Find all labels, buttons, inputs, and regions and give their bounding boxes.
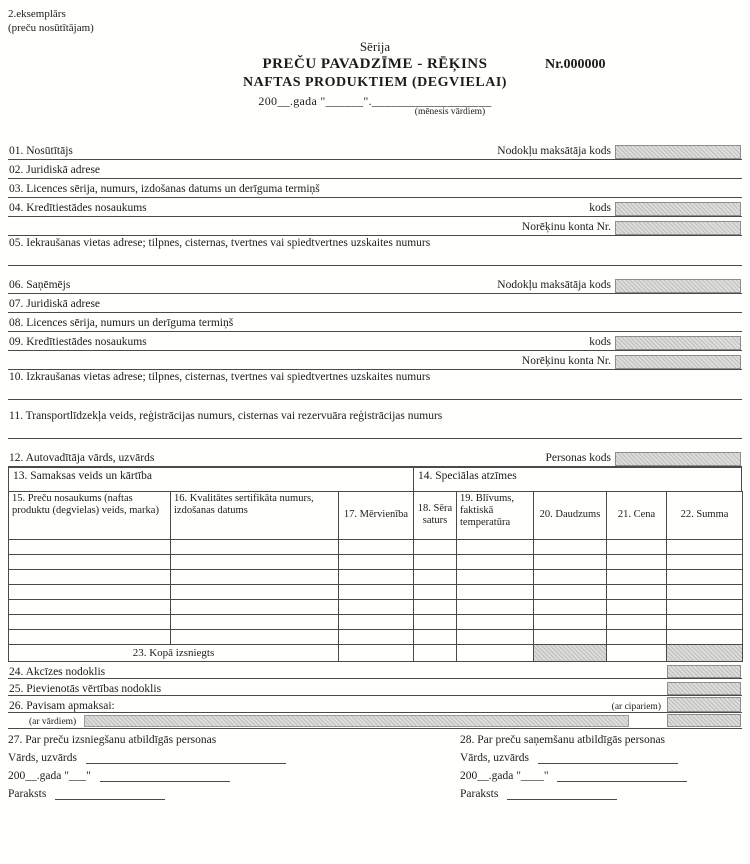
amount-in-words-field[interactable] bbox=[84, 715, 629, 727]
field-04-bank bbox=[8, 198, 742, 217]
issuer-signature-block bbox=[8, 734, 460, 800]
goods-cell[interactable] bbox=[414, 599, 457, 614]
recipient-title: 28. Par preču saņemšanu atbildīgās personas bbox=[460, 733, 666, 746]
goods-cell[interactable] bbox=[607, 584, 667, 599]
goods-cell[interactable] bbox=[171, 614, 339, 629]
goods-empty-row bbox=[9, 599, 743, 614]
field-04-label: 04. Kredītiestādes nosaukums bbox=[9, 201, 147, 214]
field-10-label: 10. Izkraušanas vietas adrese; tilpnes, cisternas, tvertnes vai spiedtvertnes uzskaites numurs bbox=[9, 370, 431, 383]
goods-cell[interactable] bbox=[414, 554, 457, 569]
field-03-licence bbox=[8, 179, 742, 198]
month-in-words-hint: (mēnesis vārdiem) bbox=[414, 106, 486, 117]
recipient-signature-label: Paraksts bbox=[460, 787, 499, 800]
field-13-payment-terms[interactable]: 13. Samaksas veids un kārtība bbox=[9, 468, 414, 491]
recipient-date-blank[interactable] bbox=[557, 770, 687, 782]
receiver-account-number-box[interactable] bbox=[615, 355, 741, 369]
goods-cell[interactable] bbox=[667, 569, 743, 584]
goods-cell[interactable] bbox=[607, 599, 667, 614]
goods-cell[interactable] bbox=[667, 599, 743, 614]
goods-cell[interactable] bbox=[9, 554, 171, 569]
recipient-date-label: 200__.gada "____" bbox=[460, 769, 549, 782]
goods-cell[interactable] bbox=[534, 539, 607, 554]
field-09b-account bbox=[8, 351, 742, 370]
col-20-quantity: 20. Daudzums bbox=[534, 491, 607, 539]
goods-cell[interactable] bbox=[534, 629, 607, 644]
goods-cell[interactable] bbox=[339, 554, 414, 569]
issuer-name-blank[interactable] bbox=[86, 752, 286, 764]
goods-cell[interactable] bbox=[9, 569, 171, 584]
field-26-label: 26. Pavisam apmaksai: bbox=[9, 699, 115, 712]
goods-cell[interactable] bbox=[534, 614, 607, 629]
issuer-signature-blank[interactable] bbox=[55, 788, 165, 800]
sender-taxpayer-code-box[interactable] bbox=[615, 145, 741, 159]
total-cell-sulphur[interactable] bbox=[414, 644, 457, 661]
col-22-sum: 22. Summa bbox=[667, 491, 743, 539]
goods-cell[interactable] bbox=[414, 569, 457, 584]
goods-cell[interactable] bbox=[339, 539, 414, 554]
goods-table bbox=[8, 491, 743, 662]
goods-cell[interactable] bbox=[457, 539, 534, 554]
goods-empty-row bbox=[9, 584, 743, 599]
total-cell-unit[interactable] bbox=[339, 644, 414, 661]
title-row bbox=[8, 56, 742, 73]
field-25-label: 25. Pievienotās vērtības nodoklis bbox=[9, 682, 162, 695]
field-01-sender bbox=[8, 141, 742, 160]
field-09-label: 09. Kredītiestādes nosaukums bbox=[9, 335, 147, 348]
recipient-name-line bbox=[460, 752, 742, 764]
total-issued-label: 23. Kopā izsniegts bbox=[9, 644, 339, 661]
recipient-signature-line bbox=[460, 788, 742, 800]
field-04b-account bbox=[8, 217, 742, 236]
goods-table-body bbox=[9, 539, 743, 644]
doc-number: Nr.000000 bbox=[545, 56, 606, 72]
goods-table-header bbox=[9, 491, 743, 539]
field-26-total-payable bbox=[8, 696, 742, 713]
total-quantity-cell[interactable] bbox=[534, 644, 607, 661]
field-25-vat bbox=[8, 679, 742, 696]
field-07-legal-address bbox=[8, 294, 742, 313]
goods-cell[interactable] bbox=[457, 599, 534, 614]
payment-special-row bbox=[8, 467, 742, 491]
copy-recipient-label: (preču nosūtītājam) bbox=[8, 21, 94, 34]
goods-cell[interactable] bbox=[667, 629, 743, 644]
field-10-unloading-place bbox=[8, 370, 742, 400]
total-payable-figures-box[interactable] bbox=[667, 697, 741, 712]
goods-cell[interactable] bbox=[339, 569, 414, 584]
goods-cell[interactable] bbox=[9, 539, 171, 554]
goods-cell[interactable] bbox=[607, 569, 667, 584]
issuer-signature-label: Paraksts bbox=[8, 787, 47, 800]
goods-cell[interactable] bbox=[171, 554, 339, 569]
goods-cell[interactable] bbox=[339, 599, 414, 614]
issuer-date-line bbox=[8, 770, 460, 782]
goods-cell[interactable] bbox=[457, 629, 534, 644]
recipient-name-blank[interactable] bbox=[538, 752, 678, 764]
form-fields bbox=[8, 141, 742, 800]
goods-cell[interactable] bbox=[607, 539, 667, 554]
goods-empty-row bbox=[9, 629, 743, 644]
goods-cell[interactable] bbox=[414, 539, 457, 554]
goods-cell[interactable] bbox=[607, 629, 667, 644]
excise-tax-box[interactable] bbox=[667, 665, 741, 678]
issuer-name-label: Vārds, uzvārds bbox=[8, 751, 77, 764]
in-words-hint: (ar vārdiem) bbox=[29, 716, 77, 727]
sender-bank-code-box[interactable] bbox=[615, 202, 741, 216]
driver-personal-code-box[interactable] bbox=[615, 452, 741, 466]
goods-cell[interactable] bbox=[534, 554, 607, 569]
goods-cell[interactable] bbox=[9, 584, 171, 599]
goods-empty-row bbox=[9, 569, 743, 584]
vat-box[interactable] bbox=[667, 682, 741, 695]
goods-cell[interactable] bbox=[414, 584, 457, 599]
col-19-density: 19. Blīvums, faktiskā temperatūra bbox=[457, 491, 534, 539]
field-05-label: 05. Iekraušanas vietas adrese; tilpnes, cisternas, tvertnes vai spiedtvertnes uzskaites numurs bbox=[9, 236, 431, 249]
amount-in-words-row bbox=[8, 713, 742, 729]
goods-total-row bbox=[9, 644, 743, 661]
col-18-sulphur: 18. Sēra saturs bbox=[414, 491, 457, 539]
field-06-right-label: Nodokļu maksātāja kods bbox=[497, 278, 611, 291]
goods-cell[interactable] bbox=[414, 614, 457, 629]
goods-cell[interactable] bbox=[171, 629, 339, 644]
in-figures-hint: (ar cipariem) bbox=[611, 701, 661, 712]
goods-cell[interactable] bbox=[667, 539, 743, 554]
field-07-label: 07. Juridiskā adrese bbox=[9, 297, 101, 310]
goods-cell[interactable] bbox=[339, 584, 414, 599]
receiver-taxpayer-code-box[interactable] bbox=[615, 279, 741, 293]
field-08-licence bbox=[8, 313, 742, 332]
goods-cell[interactable] bbox=[667, 614, 743, 629]
field-12-driver bbox=[8, 448, 742, 467]
issuer-title: 27. Par preču izsniegšanu atbildīgās personas bbox=[8, 733, 217, 746]
receiver-bank-code-box[interactable] bbox=[615, 336, 741, 350]
goods-cell[interactable] bbox=[534, 599, 607, 614]
copy-number-label: 2.eksemplārs bbox=[8, 8, 66, 20]
field-01-label: 01. Nosūtītājs bbox=[9, 144, 73, 157]
goods-empty-row bbox=[9, 554, 743, 569]
field-24-excise bbox=[8, 662, 742, 679]
total-cell-density[interactable] bbox=[457, 644, 534, 661]
goods-cell[interactable] bbox=[171, 539, 339, 554]
col-21-price: 21. Cena bbox=[607, 491, 667, 539]
field-09-code-label: kods bbox=[589, 335, 611, 348]
goods-cell[interactable] bbox=[9, 614, 171, 629]
goods-cell[interactable] bbox=[667, 554, 743, 569]
goods-cell[interactable] bbox=[9, 629, 171, 644]
col-15-product-name: 15. Preču nosaukums (naftas produktu (degvielas) veids, marka) bbox=[9, 491, 171, 539]
issuer-date-label: 200__.gada "___" bbox=[8, 769, 91, 782]
goods-cell[interactable] bbox=[339, 614, 414, 629]
goods-cell[interactable] bbox=[457, 569, 534, 584]
signature-section bbox=[8, 734, 742, 800]
goods-cell[interactable] bbox=[171, 584, 339, 599]
goods-cell[interactable] bbox=[607, 554, 667, 569]
field-02-label: 02. Juridiskā adrese bbox=[9, 163, 101, 176]
goods-cell[interactable] bbox=[414, 629, 457, 644]
field-04b-label: Norēķinu konta Nr. bbox=[521, 220, 611, 233]
field-11-vehicle bbox=[8, 409, 742, 439]
field-04-code-label: kods bbox=[589, 201, 611, 214]
goods-cell[interactable] bbox=[534, 584, 607, 599]
goods-empty-row bbox=[9, 539, 743, 554]
field-06-label: 06. Saņēmējs bbox=[9, 278, 71, 291]
goods-cell[interactable] bbox=[457, 614, 534, 629]
copy-note bbox=[8, 8, 742, 36]
recipient-signature-block bbox=[460, 734, 742, 800]
issuer-date-blank[interactable] bbox=[100, 770, 230, 782]
goods-table-footer bbox=[9, 644, 743, 661]
doc-date-line[interactable]: 200__.gada "______".___________________ bbox=[258, 93, 492, 108]
section-gap bbox=[8, 400, 742, 409]
col-17-unit: 17. Mērvienība bbox=[339, 491, 414, 539]
goods-cell[interactable] bbox=[339, 629, 414, 644]
section-gap bbox=[8, 439, 742, 448]
total-payable-words-box[interactable] bbox=[667, 714, 741, 727]
sender-account-number-box[interactable] bbox=[615, 221, 741, 235]
col-16-certificate: 16. Kvalitātes sertifikāta numurs, izdošanas datums bbox=[171, 491, 339, 539]
section-gap bbox=[8, 266, 742, 275]
field-08-label: 08. Licences sērija, numurs un derīguma termiņš bbox=[9, 316, 234, 329]
goods-cell[interactable] bbox=[171, 599, 339, 614]
total-sum-cell[interactable] bbox=[667, 644, 743, 661]
doc-title-line2: NAFTAS PRODUKTIEM (DEGVIELAI) bbox=[243, 74, 507, 90]
field-01-right-label: Nodokļu maksātāja kods bbox=[497, 144, 611, 157]
goods-cell[interactable] bbox=[667, 584, 743, 599]
recipient-name-label: Vārds, uzvārds bbox=[460, 751, 529, 764]
series-label: Sērija bbox=[359, 38, 391, 54]
goods-cell[interactable] bbox=[9, 599, 171, 614]
field-14-special-notes[interactable]: 14. Speciālas atzīmes bbox=[418, 469, 517, 482]
doc-title-line1: PREČU PAVADZĪME - RĒĶINS bbox=[262, 55, 488, 72]
field-03-label: 03. Licences sērija, numurs, izdošanas datums un derīguma termiņš bbox=[9, 182, 320, 195]
goods-cell[interactable] bbox=[171, 569, 339, 584]
recipient-signature-blank[interactable] bbox=[507, 788, 617, 800]
field-02-legal-address bbox=[8, 160, 742, 179]
goods-cell[interactable] bbox=[457, 584, 534, 599]
total-cell-price[interactable] bbox=[607, 644, 667, 661]
goods-cell[interactable] bbox=[457, 554, 534, 569]
field-05-loading-place bbox=[8, 236, 742, 266]
goods-cell[interactable] bbox=[607, 614, 667, 629]
recipient-date-line bbox=[460, 770, 742, 782]
issuer-name-line bbox=[8, 752, 460, 764]
field-24-label: 24. Akcīzes nodoklis bbox=[9, 665, 106, 678]
goods-cell[interactable] bbox=[534, 569, 607, 584]
field-06-receiver bbox=[8, 275, 742, 294]
field-12-label: 12. Autovadītāja vārds, uzvārds bbox=[9, 451, 155, 464]
issuer-signature-line bbox=[8, 788, 460, 800]
field-09-bank bbox=[8, 332, 742, 351]
field-12-right-label: Personas kods bbox=[545, 451, 611, 464]
field-09b-label: Norēķinu konta Nr. bbox=[521, 354, 611, 367]
goods-empty-row bbox=[9, 614, 743, 629]
field-11-label: 11. Transportlīdzekļa veids, reģistrācijas numurs, cisternas vai rezervuāra reģistrācijas numurs bbox=[9, 409, 443, 422]
